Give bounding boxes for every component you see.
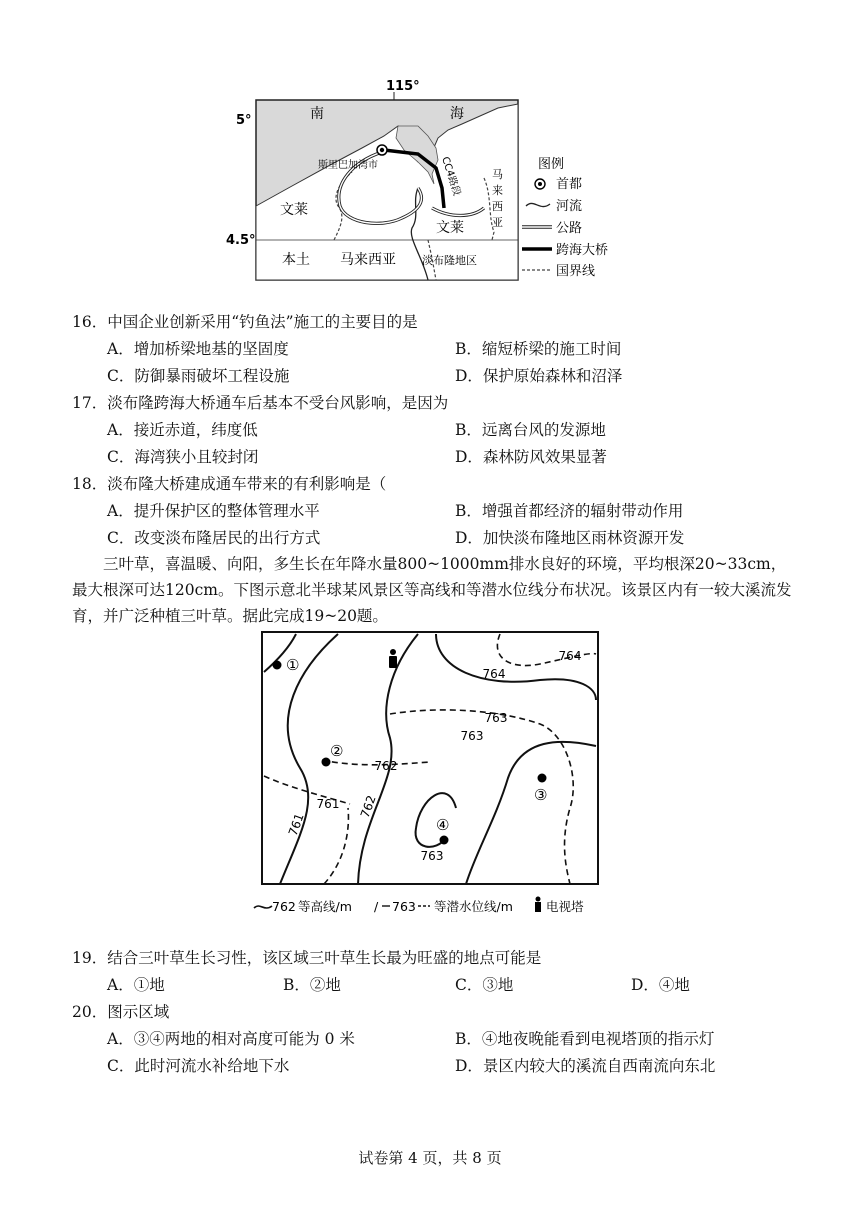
svg-text:762: 762 [374,759,398,773]
contour-map [240,628,620,920]
svg-text:河流: 河流 [556,199,583,214]
question-17-stem: 17．淡布隆跨海大桥通车后基本不受台风影响，是因为 [72,394,449,412]
point-3-label: ③ [534,786,548,804]
brunei-label-1: 文莱 [280,202,308,218]
brunei-map [222,78,622,288]
q17-option-b: B．远离台风的发源地 [455,421,606,439]
point-2-label: ② [330,742,344,760]
svg-text:亚: 亚 [492,216,503,229]
q19-option-b: B．②地 [283,976,341,994]
svg-text:公路: 公路 [556,221,583,236]
lat-bottom: 4.5° [226,233,256,248]
q17-option-a: A．接近赤道，纬度低 [107,421,258,439]
svg-text:764: 764 [482,667,506,681]
intro-paragraph: 三叶草，喜温暖、向阳，多生长在年降水量800~1000mm排水良好的环境，平均根深20~33cm，最大根深可达120cm。下图示意北半球某风景区等高线和等潜水位线分布状况。该景区内有一较大溪流发育，并广泛种植三叶草。据此完成19~20题。 [72,555,792,625]
temburong-label: 淡布隆地区 [422,254,477,267]
q18-option-a: A．提升保护区的整体管理水平 [107,502,320,520]
svg-text:763: 763 [460,729,484,743]
q18-option-c: C．改变淡布隆居民的出行方式 [107,529,321,547]
map1-legend [522,157,608,279]
q19-option-a: A．①地 [107,976,165,994]
q20-option-a: A．③④两地的相对高度可能为 0 米 [107,1030,355,1048]
q16-option-d: D．保护原始森林和沼泽 [455,367,623,385]
q17-option-c: C．海湾狭小且较封闭 [107,448,259,466]
q18-option-d: D．加快淡布隆地区雨林资源开发 [455,529,685,547]
malaysia-label: 马来西亚 [340,252,396,268]
svg-text:763: 763 [484,711,508,725]
question-20-stem: 20．图示区域 [72,1003,170,1021]
map2-legend [254,897,584,915]
brunei-label-2: 文莱 [436,220,464,236]
svg-text:马: 马 [492,168,503,181]
svg-text:764: 764 [558,649,582,663]
q19-option-d: D．④地 [631,976,690,994]
page-footer: 试卷第 4 页，共 8 页 [358,1149,502,1167]
svg-text:761: 761 [316,797,340,811]
q20-option-b: B．④地夜晚能看到电视塔顶的指示灯 [455,1030,715,1048]
point-1-label: ① [286,656,300,674]
svg-text:762: 762 [357,793,379,820]
svg-text:跨海大桥: 跨海大桥 [556,243,609,258]
q18-option-b: B．增强首都经济的辐射带动作用 [455,502,684,520]
lat-top: 5° [236,113,252,128]
q20-option-d: D．景区内较大的溪流自西南流向东北 [455,1057,716,1075]
svg-text:图例: 图例 [538,157,565,172]
question-18-stem: 18．淡布隆大桥建成通车带来的有利影响是（ [72,475,387,493]
point-4-label: ④ [436,816,450,834]
q17-option-d: D．森林防风效果显著 [455,448,607,466]
tv-tower-icon [389,649,397,668]
road-label: CC4路段 [439,155,463,198]
svg-text:762: 762 [272,899,296,914]
capital-label: 斯里巴加湾市 [318,160,378,171]
q16-option-a: A．增加桥梁地基的坚固度 [107,340,289,358]
point-4-marker [440,836,449,845]
question-19-stem: 19．结合三叶草生长习性，该区域三叶草生长最为旺盛的地点可能是 [72,949,542,967]
q16-option-b: B．缩短桥梁的施工时间 [455,340,622,358]
svg-text:763: 763 [420,849,444,863]
lon-label: 115° [386,79,420,94]
point-3-marker [538,774,547,783]
sea-label-1: 南 [310,106,324,122]
svg-text:等高线/m: 等高线/m [298,899,352,914]
svg-text:等潜水位线/m: 等潜水位线/m [434,899,513,914]
svg-text:来: 来 [492,184,503,197]
mainland-label: 本土 [282,252,310,268]
q19-option-c: C．③地 [455,976,514,994]
svg-text:761: 761 [285,811,307,838]
point-1-marker [273,661,282,670]
svg-text:763: 763 [392,899,416,914]
q16-option-c: C．防御暴雨破坏工程设施 [107,367,290,385]
svg-text:国界线: 国界线 [556,264,596,279]
svg-text:电视塔: 电视塔 [546,899,584,914]
sea-label-2: 海 [450,106,464,122]
q20-option-c: C．此时河流水补给地下水 [107,1057,290,1075]
svg-text:首都: 首都 [556,177,583,192]
svg-text:/: / [374,899,379,914]
question-16-stem: 16．中国企业创新采用“钓鱼法”施工的主要目的是 [72,313,418,331]
svg-text:西: 西 [492,200,503,213]
